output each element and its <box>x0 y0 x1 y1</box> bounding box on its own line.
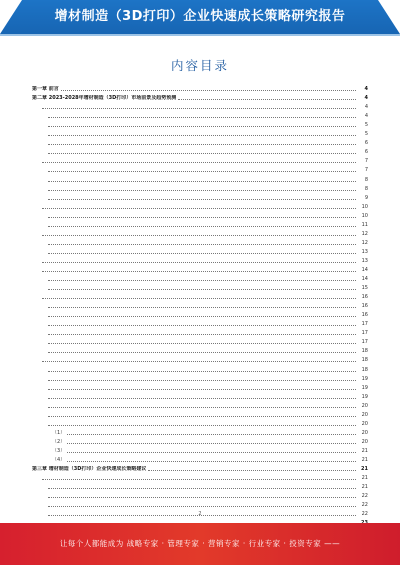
toc-dot-leader <box>67 443 356 444</box>
toc-entry-page: 20 <box>361 438 368 445</box>
toc-entry-page: 10 <box>361 212 368 219</box>
header-divider <box>0 34 400 36</box>
toc-entry[interactable] <box>32 193 368 202</box>
toc-entry-page: 7 <box>364 167 368 174</box>
toc-entry[interactable] <box>32 464 368 473</box>
toc-entry[interactable] <box>32 211 368 220</box>
toc-entry-page: 8 <box>364 185 368 192</box>
toc-entry[interactable] <box>32 319 368 328</box>
toc-entry[interactable] <box>32 220 368 229</box>
toc-entry[interactable] <box>32 292 368 301</box>
toc-entry-page: 17 <box>361 339 368 346</box>
toc-entry[interactable] <box>32 274 368 283</box>
toc-entry[interactable] <box>32 455 368 464</box>
toc-entry-page: 12 <box>361 239 368 246</box>
toc-dot-leader <box>48 226 356 227</box>
toc-dot-leader <box>42 235 356 236</box>
toc-entry-page: 19 <box>361 375 368 382</box>
toc-entry[interactable] <box>32 364 368 373</box>
toc-entry-page: 6 <box>364 149 368 156</box>
toc-entry[interactable] <box>32 184 368 193</box>
toc-entry[interactable] <box>32 401 368 410</box>
toc-dot-leader <box>48 217 356 218</box>
toc-entry[interactable] <box>32 419 368 428</box>
toc-entry-page: 4 <box>364 113 368 120</box>
toc-entry-page: 19 <box>361 393 368 400</box>
toc-dot-leader <box>48 497 356 498</box>
toc-entry-page: 17 <box>361 321 368 328</box>
toc-entry-page: 18 <box>361 366 368 373</box>
toc-dot-leader <box>48 289 356 290</box>
toc-entry-label: 第一章 前言 <box>32 86 59 93</box>
toc-entry-page: 5 <box>364 122 368 129</box>
toc-entry[interactable] <box>32 437 368 446</box>
toc-dot-leader <box>42 298 356 299</box>
toc-entry-page: 14 <box>361 266 368 273</box>
toc-entry[interactable] <box>32 392 368 401</box>
toc-entry-label: （1） <box>52 429 66 436</box>
toc-entry-page: 16 <box>361 312 368 319</box>
toc-entry[interactable] <box>32 491 368 500</box>
toc-title: 内容目录 <box>170 58 229 73</box>
toc-entry-page: 22 <box>361 502 368 509</box>
toc-entry-page: 20 <box>361 411 368 418</box>
toc-dot-leader <box>48 190 356 191</box>
toc-entry[interactable] <box>32 102 368 111</box>
toc-entry[interactable] <box>32 120 368 129</box>
toc-dot-leader <box>42 108 356 109</box>
toc-entry-page: 16 <box>361 294 368 301</box>
toc-entry-page: 4 <box>364 95 368 102</box>
toc-entry[interactable] <box>32 500 368 509</box>
toc-entry[interactable] <box>32 355 368 364</box>
toc-entry[interactable] <box>32 428 368 437</box>
toc-dot-leader <box>48 380 356 381</box>
toc-dot-leader <box>48 398 356 399</box>
toc-dot-leader <box>42 271 356 272</box>
toc-dot-leader <box>48 407 356 408</box>
toc-entry-page: 13 <box>361 248 368 255</box>
toc-entry-page: 21 <box>361 447 368 454</box>
toc-entry[interactable] <box>32 138 368 147</box>
toc-entry[interactable] <box>32 156 368 165</box>
toc-entry-page: 20 <box>361 402 368 409</box>
toc-entry[interactable] <box>32 383 368 392</box>
toc-entry-page: 14 <box>361 276 368 283</box>
toc-entry[interactable] <box>32 256 368 265</box>
toc-entry-page: 6 <box>364 140 368 147</box>
toc-entry[interactable] <box>32 446 368 455</box>
toc-entry-page: 13 <box>361 257 368 264</box>
toc-dot-leader <box>48 425 356 426</box>
toc-dot-leader <box>48 171 356 172</box>
report-title: 增材制造（3D打印）企业快速成长策略研究报告 <box>54 9 346 24</box>
toc-dot-leader <box>48 199 356 200</box>
toc-dot-leader <box>48 253 356 254</box>
toc-dot-leader <box>48 117 356 118</box>
toc-dot-leader <box>67 434 356 435</box>
toc-entry[interactable] <box>32 328 368 337</box>
toc-dot-leader <box>48 144 356 145</box>
toc-entry[interactable] <box>32 93 368 102</box>
toc-entry-page: 5 <box>364 131 368 138</box>
footer-slogan: 让每个人都能成为 战略专家 · 管理专家 · 营销专家 · 行业专家 · 投资专家 —— <box>59 539 341 548</box>
toc-entry-page: 10 <box>361 203 368 210</box>
toc-entry[interactable] <box>32 346 368 355</box>
toc-entry[interactable] <box>32 111 368 120</box>
toc-dot-leader <box>42 479 356 480</box>
toc-entry[interactable] <box>32 301 368 310</box>
toc-dot-leader <box>48 181 356 182</box>
toc-entry[interactable] <box>32 147 368 156</box>
toc-dot-leader <box>67 461 356 462</box>
toc-entry-page: 20 <box>361 420 368 427</box>
toc-entry-page: 21 <box>361 475 368 482</box>
toc-entry-page: 11 <box>361 221 368 228</box>
toc-dot-leader <box>48 316 356 317</box>
toc-dot-leader <box>178 99 356 100</box>
toc-entry-label: 第三章 增材制造（3D打印）企业快速成长策略建议 <box>32 466 147 473</box>
toc-entry-label: （3） <box>52 447 66 454</box>
toc-entry-page: 21 <box>361 456 368 463</box>
toc-entry[interactable] <box>32 129 368 138</box>
toc-entry[interactable] <box>32 473 368 482</box>
toc-dot-leader <box>67 452 356 453</box>
toc-entry[interactable] <box>32 247 368 256</box>
toc-dot-leader <box>48 488 356 489</box>
toc-dot-leader <box>48 135 356 136</box>
toc-entry-page: 18 <box>361 348 368 355</box>
toc-entry-page: 4 <box>364 86 368 93</box>
toc-entry[interactable] <box>32 374 368 383</box>
toc-entry[interactable] <box>32 482 368 491</box>
toc-dot-leader <box>42 262 356 263</box>
toc-entry[interactable] <box>32 337 368 346</box>
toc-entry-label: （2） <box>52 438 66 445</box>
toc-dot-leader <box>48 371 356 372</box>
toc-dot-leader <box>42 162 356 163</box>
toc-entry-page: 22 <box>361 493 368 500</box>
toc-dot-leader <box>48 506 356 507</box>
toc-dot-leader <box>48 343 356 344</box>
toc-entry[interactable] <box>32 165 368 174</box>
toc-entry[interactable] <box>32 265 368 274</box>
toc-dot-leader <box>48 416 356 417</box>
table-of-contents <box>32 84 368 527</box>
toc-entry[interactable] <box>32 84 368 93</box>
toc-entry[interactable] <box>32 410 368 419</box>
toc-entry[interactable] <box>32 202 368 211</box>
toc-entry-page: 21 <box>361 466 368 473</box>
toc-entry-page: 8 <box>364 176 368 183</box>
toc-dot-leader <box>148 470 356 471</box>
toc-dot-leader <box>48 352 356 353</box>
toc-entry-page: 20 <box>361 429 368 436</box>
toc-entry[interactable] <box>32 238 368 247</box>
toc-entry[interactable] <box>32 229 368 238</box>
toc-entry-page: 9 <box>364 194 368 201</box>
toc-dot-leader <box>48 334 356 335</box>
toc-dot-leader <box>48 307 356 308</box>
toc-entry-page: 16 <box>361 303 368 310</box>
toc-entry[interactable] <box>32 174 368 183</box>
toc-entry-page: 22 <box>361 511 368 518</box>
toc-dot-leader <box>48 280 356 281</box>
toc-entry-label: 第二章 2023-2028年增材制造（3D打印）市场前景及趋势预测 <box>32 95 177 102</box>
toc-dot-leader <box>42 361 356 362</box>
toc-entry-page: 17 <box>361 330 368 337</box>
toc-entry[interactable] <box>32 283 368 292</box>
toc-dot-leader <box>48 244 356 245</box>
toc-entry-page: 4 <box>364 104 368 111</box>
toc-entry-page: 21 <box>361 484 368 491</box>
toc-dot-leader <box>48 126 356 127</box>
toc-dot-leader <box>48 325 356 326</box>
toc-entry[interactable] <box>32 310 368 319</box>
toc-entry-page: 15 <box>361 285 368 292</box>
toc-entry-page: 18 <box>361 357 368 364</box>
toc-entry-page: 7 <box>364 158 368 165</box>
toc-entry-page: 19 <box>361 384 368 391</box>
toc-dot-leader <box>48 153 356 154</box>
toc-entry-page: 12 <box>361 230 368 237</box>
toc-entry-label: （4） <box>52 456 66 463</box>
page-number: 2 <box>198 511 202 517</box>
toc-dot-leader <box>61 90 356 91</box>
toc-dot-leader <box>42 208 356 209</box>
toc-dot-leader <box>48 389 356 390</box>
